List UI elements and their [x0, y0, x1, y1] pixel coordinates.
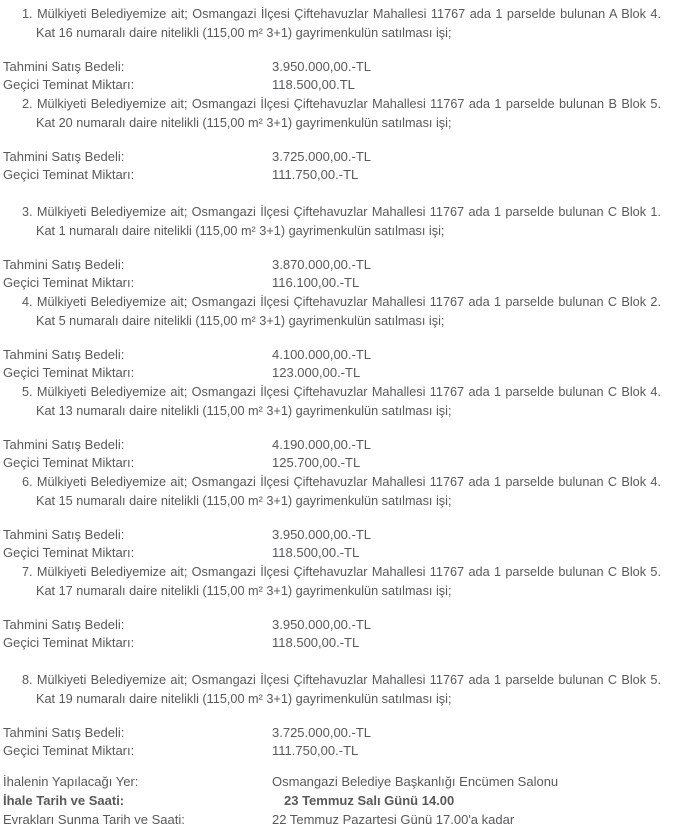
- deadline-value: 22 Temmuz Pazartesi Günü 17.00'a kadar: [272, 812, 515, 827]
- item-line1: 7. Mülkiyeti Belediyemize ait; Osmangazi İlçesi Çiftehavuzlar Mahallesi 11767 ada 1 parselde bulunan C Blok 5.: [22, 565, 661, 579]
- item-description: [3, 203, 661, 241]
- price-value: 3.725.000,00.-TL: [272, 149, 372, 164]
- auction-meta: [3, 772, 661, 829]
- price-value: 4.190.000,00.-TL: [272, 437, 372, 452]
- datetime-value: 23 Temmuz Salı Günü 14.00: [284, 793, 455, 808]
- deposit-value: 111.750,00.-TL: [272, 167, 359, 182]
- item-line2: Kat 20 numaralı daire nitelikli (115,00 m² 3+1) gayrimenkulün satılması işi;: [36, 116, 452, 130]
- item-line2: Kat 17 numaralı daire nitelikli (115,00 m² 3+1) gayrimenkulün satılması işi;: [36, 584, 452, 598]
- auction-item-1: [3, 5, 661, 94]
- deposit-label: Geçici Teminat Miktarı:: [3, 167, 135, 182]
- item-line2: Kat 16 numaralı daire nitelikli (115,00 m² 3+1) gayrimenkulün satılması işi;: [36, 26, 452, 40]
- datetime-row: [3, 791, 661, 810]
- price-value: 3.725.000,00.-TL: [272, 725, 372, 740]
- item-line2: Kat 13 numaralı daire nitelikli (115,00 m² 3+1) gayrimenkulün satılması işi;: [36, 404, 452, 418]
- auction-item-5: [3, 383, 661, 472]
- price-label: Tahmini Satış Bedeli:: [3, 725, 125, 740]
- deposit-label: Geçici Teminat Miktarı:: [3, 455, 135, 470]
- price-label: Tahmini Satış Bedeli:: [3, 347, 125, 362]
- price-label: Tahmini Satış Bedeli:: [3, 59, 125, 74]
- auction-announcement-document: [3, 5, 661, 829]
- price-value: 3.870.000,00.-TL: [272, 257, 372, 272]
- price-label: Tahmini Satış Bedeli:: [3, 437, 125, 452]
- item-line1: 1. Mülkiyeti Belediyemize ait; Osmangazi İlçesi Çiftehavuzlar Mahallesi 11767 ada 1 parselde bulunan A Blok 4.: [22, 7, 661, 21]
- item-description: [3, 5, 661, 43]
- deposit-value: 125.700,00.-TL: [272, 455, 361, 470]
- venue-row: [3, 772, 661, 791]
- deposit-row: [3, 274, 661, 292]
- price-row: [3, 724, 661, 742]
- deposit-label: Geçici Teminat Miktarı:: [3, 635, 135, 650]
- price-row: [3, 346, 661, 364]
- price-row: [3, 58, 661, 76]
- item-description: [3, 95, 661, 133]
- price-value: 3.950.000,00.-TL: [272, 59, 372, 74]
- deposit-label: Geçici Teminat Miktarı:: [3, 275, 135, 290]
- price-row: [3, 616, 661, 634]
- price-label: Tahmini Satış Bedeli:: [3, 257, 125, 272]
- price-value: 3.950.000,00.-TL: [272, 527, 372, 542]
- deposit-row: [3, 634, 661, 652]
- auction-item-7: [3, 563, 661, 652]
- item-description: [3, 671, 661, 709]
- deposit-label: Geçici Teminat Miktarı:: [3, 545, 135, 560]
- item-line1: 2. Mülkiyeti Belediyemize ait; Osmangazi İlçesi Çiftehavuzlar Mahallesi 11767 ada 1 parselde bulunan B Blok 5.: [22, 97, 661, 111]
- deposit-value: 123.000,00.-TL: [272, 365, 361, 380]
- venue-label: İhalenin Yapılacağı Yer:: [3, 774, 139, 789]
- item-line2: Kat 19 numaralı daire nitelikli (115,00 m² 3+1) gayrimenkulün satılması işi;: [36, 692, 452, 706]
- deposit-value: 116.100,00.-TL: [272, 275, 360, 290]
- deposit-value: 118.500,00.-TL: [272, 635, 360, 650]
- item-line1: 8. Mülkiyeti Belediyemize ait; Osmangazi İlçesi Çiftehavuzlar Mahallesi 11767 ada 1 parselde bulunan C Blok 5.: [22, 673, 661, 687]
- deposit-row: [3, 544, 661, 562]
- auction-item-8: [3, 671, 661, 760]
- item-line1: 5. Mülkiyeti Belediyemize ait; Osmangazi İlçesi Çiftehavuzlar Mahallesi 11767 ada 1 parselde bulunan C Blok 4.: [22, 385, 661, 399]
- price-label: Tahmini Satış Bedeli:: [3, 527, 125, 542]
- item-description: [3, 293, 661, 331]
- auction-item-6: [3, 473, 661, 562]
- deposit-label: Geçici Teminat Miktarı:: [3, 365, 135, 380]
- deadline-label: Evrakları Sunma Tarih ve Saati:: [3, 812, 185, 827]
- item-line1: 6. Mülkiyeti Belediyemize ait; Osmangazi İlçesi Çiftehavuzlar Mahallesi 11767 ada 1 parselde bulunan C Blok 4.: [22, 475, 661, 489]
- item-description: [3, 473, 661, 511]
- item-line2: Kat 5 numaralı daire nitelikli (115,00 m² 3+1) gayrimenkulün satılması işi;: [36, 314, 445, 328]
- price-row: [3, 526, 661, 544]
- item-line1: 4. Mülkiyeti Belediyemize ait; Osmangazi İlçesi Çiftehavuzlar Mahallesi 11767 ada 1 parselde bulunan C Blok 2.: [22, 295, 661, 309]
- item-description: [3, 563, 661, 601]
- datetime-label: İhale Tarih ve Saati:: [3, 793, 125, 808]
- price-row: [3, 148, 661, 166]
- price-label: Tahmini Satış Bedeli:: [3, 149, 125, 164]
- price-row: [3, 436, 661, 454]
- deposit-row: [3, 76, 661, 94]
- deadline-row: [3, 810, 661, 829]
- deposit-label: Geçici Teminat Miktarı:: [3, 743, 135, 758]
- price-value: 3.950.000,00.-TL: [272, 617, 372, 632]
- auction-item-3: [3, 203, 661, 292]
- venue-value: Osmangazi Belediye Başkanlığı Encümen Salonu: [272, 774, 559, 789]
- deposit-value: 111.750,00.-TL: [272, 743, 359, 758]
- deposit-value: 118.500,00.TL: [272, 77, 355, 92]
- deposit-row: [3, 364, 661, 382]
- deposit-label: Geçici Teminat Miktarı:: [3, 77, 135, 92]
- deposit-value: 118.500,00.-TL: [272, 545, 360, 560]
- item-line2: Kat 1 numaralı daire nitelikli (115,00 m² 3+1) gayrimenkulün satılması işi;: [36, 224, 445, 238]
- price-row: [3, 256, 661, 274]
- auction-item-2: [3, 95, 661, 184]
- item-line2: Kat 15 numaralı daire nitelikli (115,00 m² 3+1) gayrimenkulün satılması işi;: [36, 494, 452, 508]
- item-description: [3, 383, 661, 421]
- item-line1: 3. Mülkiyeti Belediyemize ait; Osmangazi İlçesi Çiftehavuzlar Mahallesi 11767 ada 1 parselde bulunan C Blok 1.: [22, 205, 661, 219]
- price-label: Tahmini Satış Bedeli:: [3, 617, 125, 632]
- auction-item-4: [3, 293, 661, 382]
- deposit-row: [3, 166, 661, 184]
- deposit-row: [3, 454, 661, 472]
- deposit-row: [3, 742, 661, 760]
- price-value: 4.100.000,00.-TL: [272, 347, 372, 362]
